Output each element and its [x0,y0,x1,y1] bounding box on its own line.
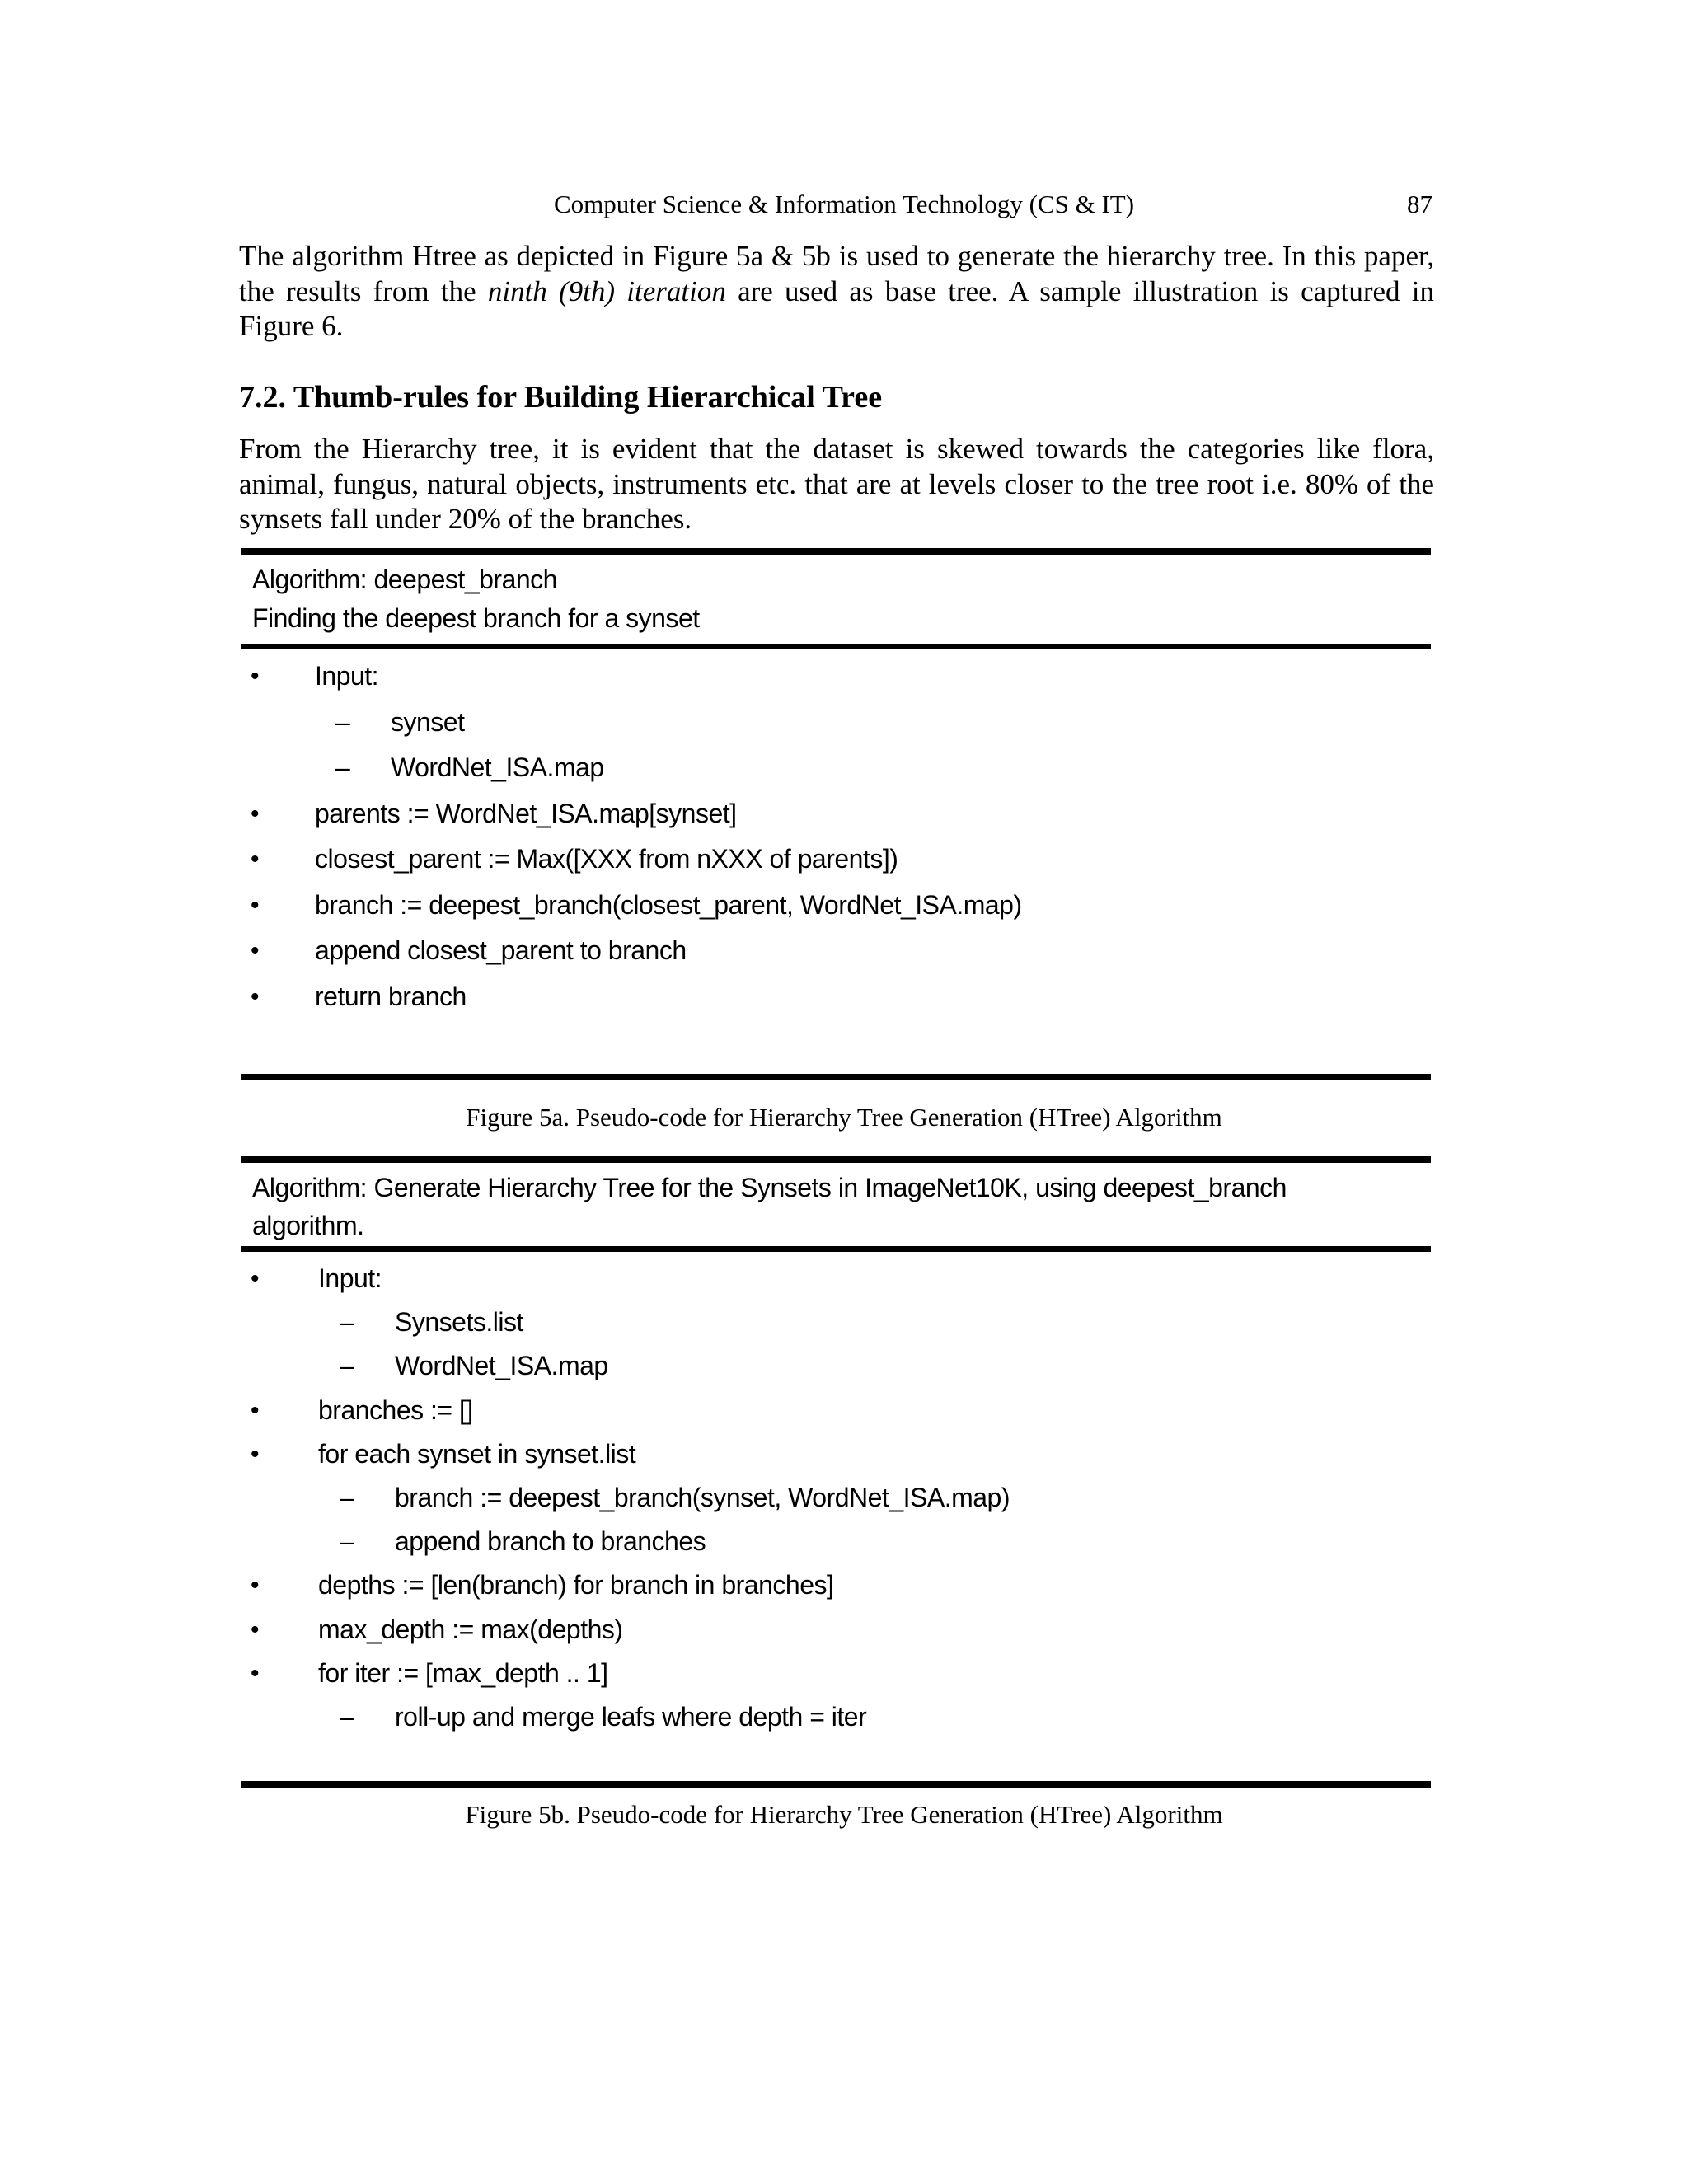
table-bottom-rule [241,1781,1431,1788]
pseudocode-text: synset [391,706,465,737]
bullet-marker: • [251,1615,260,1643]
bullet-marker: • [251,1659,260,1687]
pseudocode-text: WordNet_ISA.map [391,752,604,782]
algorithm-title-continued: algorithm. [252,1211,364,1240]
bullet-marker: • [251,663,260,690]
pseudocode-line [241,1608,1431,1652]
section-heading: 7.2. Thumb-rules for Building Hierarchical Tree [239,380,883,415]
section-paragraph: From the Hierarchy tree, it is evident that the dataset is skewed towards the categories like flora, animal, fungus, natural objects, instruments etc. that are at levels closer to the tree root i.e. 80% of the synsets fall under 20% of the branches. [239,433,1434,535]
figure-5a-caption: Figure 5a. Pseudo-code for Hierarchy Tree Generation (HTree) Algorithm [466,1103,1222,1132]
pseudocode-line [241,745,1431,791]
pseudocode-line [241,1301,1431,1344]
table-bottom-rule [241,1074,1431,1080]
pseudocode-line [241,1695,1431,1739]
pseudocode-text: append closest_parent to branch [315,935,687,965]
pseudocode-text: roll-up and merge leafs where depth = iter [395,1701,867,1732]
bullet-marker: • [251,1396,260,1424]
pseudocode-text: WordNet_ISA.map [395,1351,608,1381]
page-header [0,188,1688,221]
algorithm-title: Algorithm: Generate Hierarchy Tree for the Synsets in ImageNet10K, using deepest_branch [252,1173,1287,1202]
figure-5b-caption: Figure 5b. Pseudo-code for Hierarchy Tree Generation (HTree) Algorithm [465,1800,1223,1829]
bullet-marker: • [251,1440,260,1468]
pseudocode-text: for each synset in synset.list [318,1438,636,1469]
bullet-marker: • [251,799,260,827]
pseudocode-text: branches := [] [318,1394,473,1425]
algorithm-description: Finding the deepest branch for a synset [252,603,700,633]
pseudocode-line [241,1389,1431,1432]
pseudocode-line [241,1563,1431,1607]
pseudocode-text: Synsets.list [395,1307,523,1338]
pseudocode-line [241,654,1431,700]
algorithm-body [241,1257,1431,1739]
figure-5a-pseudocode [241,548,1431,1080]
intro-text-start: The algorithm Htree as depicted in Figure 5a & 5b is used to generate the hierarchy tree. In this paper, the results from the [239,240,1434,307]
table-middle-rule [241,1246,1431,1252]
table-top-rule [241,1156,1431,1163]
pseudocode-text: max_depth := max(depths) [318,1614,623,1644]
algorithm-header [252,560,1414,638]
pseudocode-text: depths := [len(branch) for branch in branches] [318,1570,834,1601]
pseudocode-text: branch := deepest_branch(synset, WordNet_ISA.map) [395,1482,1010,1512]
dash-marker: – [335,706,350,737]
pseudocode-text: Input: [318,1263,382,1293]
dash-marker: – [340,1701,354,1732]
algorithm-body [241,654,1431,1019]
intro-text-end: are used as base tree. A sample illustration is captured in Figure 6. [239,274,1435,342]
pseudocode-text: return branch [315,981,467,1011]
pseudocode-line [241,1257,1431,1301]
running-title: Computer Science & Information Technology (CS & IT) [553,190,1135,218]
algorithm-header [252,1169,1414,1244]
pseudocode-line [241,1344,1431,1388]
dash-marker: – [340,1307,354,1338]
pseudocode-line [241,928,1431,974]
table-top-rule [241,548,1431,555]
intro-emphasis: ninth (9th) iteration [487,274,726,307]
dash-marker: – [340,1351,354,1381]
dash-marker: – [340,1526,354,1557]
pseudocode-line [241,700,1431,746]
pseudocode-text: append branch to branches [395,1526,706,1557]
bullet-marker: • [251,891,260,919]
pseudocode-line [241,1432,1431,1476]
dash-marker: – [335,752,350,782]
figure-5b-pseudocode [241,1156,1431,1788]
pseudocode-line [241,1652,1431,1695]
page-number: 87 [1407,190,1432,218]
pseudocode-text: Input: [315,661,379,691]
dash-marker: – [340,1482,354,1512]
pseudocode-text: closest_parent := Max([XXX from nXXX of parents]) [315,844,898,874]
bullet-marker: • [251,937,260,964]
pseudocode-line [241,837,1431,883]
bullet-marker: • [251,846,260,873]
pseudocode-line [241,791,1431,837]
bullet-marker: • [251,982,260,1010]
bullet-marker: • [251,1572,260,1600]
algorithm-title: Algorithm: deepest_branch [252,565,557,594]
table-middle-rule [241,644,1431,649]
pseudocode-line [241,883,1431,929]
pseudocode-line [241,974,1431,1020]
bullet-marker: • [251,1265,260,1292]
pseudocode-line [241,1520,1431,1563]
pseudocode-line [241,1476,1431,1520]
pseudocode-text: branch := deepest_branch(closest_parent, WordNet_ISA.map) [315,889,1022,920]
intro-paragraph [239,239,1434,344]
pseudocode-text: for iter := [max_depth .. 1] [318,1657,608,1688]
pseudocode-text: parents := WordNet_ISA.map[synset] [315,798,737,828]
